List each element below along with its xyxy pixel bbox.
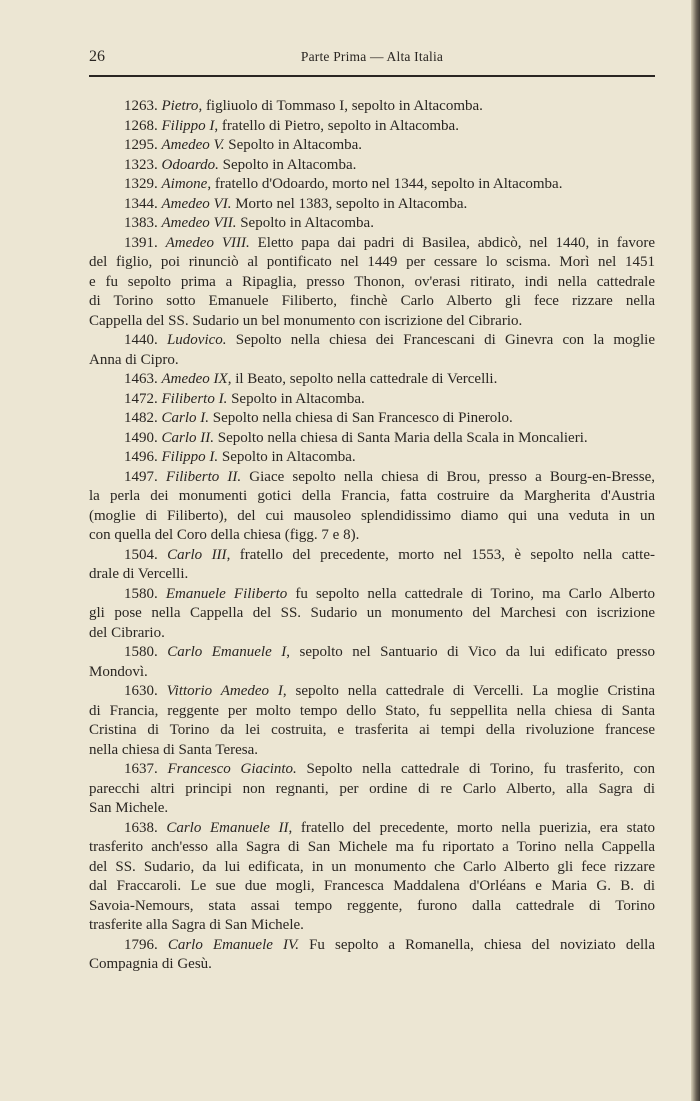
entry — [89, 643, 655, 682]
entry-text: gli pose nella Cappella del SS. Sudario un monumento del Marchesi con iscrizione — [89, 605, 655, 621]
entry — [89, 136, 655, 156]
entry-text: Sepolto in Altacomba. — [218, 156, 357, 173]
entry-text: del Cibrario. — [89, 624, 165, 641]
entry-line — [89, 897, 655, 917]
entry-text: , figliuolo di Tommaso I, sepolto in Altacomba. — [198, 98, 483, 114]
entry — [89, 682, 655, 760]
entry — [89, 585, 655, 644]
entry-line — [89, 877, 655, 897]
entry-text: Eletto papa dai padri di Basilea, abdicò, nel 1440, in favore — [249, 234, 656, 251]
entry-text: , fratello di Pietro, sepolto in Altacomba. — [214, 117, 459, 134]
entry-year: 1295. — [124, 137, 158, 153]
entry-line — [89, 760, 655, 780]
entry-text: Sepolto nella chiesa di Santa Maria della Scala in Moncalieri. — [214, 429, 588, 446]
entry-line — [89, 604, 655, 624]
entry-year: 1504. — [124, 546, 158, 563]
entry-name: Francesco Giacinto. — [167, 761, 297, 777]
entry-text: Sepolto nella cattedrale di Torino, fu trasferito, con — [296, 761, 656, 777]
entry-line — [89, 448, 655, 468]
page-number: 26 — [89, 48, 105, 65]
entry — [89, 448, 655, 468]
entry-line — [89, 409, 655, 429]
entry — [89, 468, 655, 546]
header-rule — [89, 75, 655, 77]
entry — [89, 760, 655, 819]
entry-name: Filiberto II. — [165, 468, 242, 485]
entry-name: Aimone — [161, 176, 208, 192]
entry-line — [89, 136, 655, 156]
entry — [89, 195, 655, 215]
running-title: Parte Prima — Alta Italia — [300, 49, 444, 64]
entry-text: , fratello del precedente, morto nel 1553, è sepolto nella catte- — [226, 546, 656, 563]
entry-text: San Michele. — [89, 800, 169, 816]
entry — [89, 429, 655, 449]
entry-text: Savoia-Nemours, stata assai tempo reggente, furono dalla cattedrale di Torino — [89, 897, 655, 914]
entry-line — [89, 214, 655, 234]
entry-line — [89, 312, 655, 332]
entry-line — [89, 487, 655, 507]
entry-text: fu sepolto nella cattedrale di Torino, ma Carlo Alberto — [287, 585, 655, 602]
entry-text: Fu sepolto a Romanella, chiesa del noviziato della — [298, 936, 655, 953]
entry-line — [89, 702, 655, 722]
entry-text: , il Beato, sepolto nella cattedrale di Vercelli. — [227, 371, 498, 387]
entry-line — [89, 117, 655, 137]
entry-name: Carlo III — [167, 546, 227, 563]
entry-line — [89, 526, 655, 546]
entry-year: 1580. — [124, 644, 158, 660]
entry-text: (moglie di Filiberto), del cui mausoleo splendidissimo diamo qui una veduta in un — [89, 507, 655, 524]
entry-year: 1440. — [124, 332, 158, 348]
entry-year: 1472. — [124, 390, 158, 407]
entry-name: Carlo Emanuele IV. — [167, 936, 299, 953]
entry-text: Sepolto nella chiesa di San Francesco di Pinerolo. — [209, 410, 513, 426]
entry-name: Emanuele Filiberto — [165, 585, 288, 602]
entry-name: Amedeo IX — [161, 371, 228, 387]
entry-line — [89, 799, 655, 819]
entry-line — [89, 682, 655, 702]
entry-year: 1496. — [124, 449, 158, 465]
entry-text: Giace sepolto nella chiesa di Brou, presso a Bourg-en-Bresse, — [241, 468, 655, 485]
entry — [89, 936, 655, 975]
entry-year: 1383. — [124, 215, 158, 231]
entry-text: , fratello del precedente, morto nella puerizia, era stato — [288, 819, 656, 836]
entry-line — [89, 273, 655, 293]
entry-name: Amedeo VI. — [161, 195, 232, 212]
entry-text: Morto nel 1383, sepolto in Altacomba. — [231, 195, 468, 212]
entry-text: , fratello d'Odoardo, morto nel 1344, sepolto in Altacomba. — [207, 176, 563, 192]
entry-year: 1323. — [124, 156, 158, 173]
entry-text: la perla dei monumenti gotici della Francia, fatta costruire da Margherita d'Austria — [89, 488, 655, 504]
entry — [89, 156, 655, 176]
entry-year: 1344. — [124, 195, 158, 212]
entry-line — [89, 955, 655, 975]
entry-text: Cristina di Torino da lei costruita, e trasferita ai tempi della rivoluzione francese — [89, 722, 655, 738]
entry-text: Sepolto in Altacomba. — [218, 449, 356, 465]
entry-line — [89, 838, 655, 858]
entry — [89, 819, 655, 936]
entry-text: con quella del Coro della chiesa (figg. 7 e 8). — [89, 527, 360, 543]
entry-line — [89, 370, 655, 390]
entry-line — [89, 916, 655, 936]
entry-text: di Torino sotto Emanuele Filiberto, finchè Carlo Alberto gli fece rizzare nella — [89, 293, 655, 309]
entry-year: 1497. — [124, 468, 158, 485]
entry-line — [89, 351, 655, 371]
entry-name: Pietro — [161, 98, 199, 114]
entry-line — [89, 253, 655, 273]
entry-name: Amedeo VII. — [161, 215, 237, 231]
entry-name: Amedeo V. — [161, 137, 225, 153]
entry-text: Anna di Cipro. — [89, 351, 179, 368]
entry-line — [89, 234, 655, 254]
entry-name: Carlo II. — [161, 429, 214, 446]
entry-name: Odoardo. — [161, 156, 219, 173]
entry-line — [89, 195, 655, 215]
entry-name: Amedeo VIII. — [165, 234, 250, 251]
entry-text: Compagnia di Gesù. — [89, 956, 212, 972]
entry — [89, 117, 655, 137]
entry-text: dal Fraccaroli. Le sue due mogli, Francesca Maddalena d'Orléans e Maria G. B. di — [89, 878, 655, 894]
entry — [89, 370, 655, 390]
entry-text: Sepolto in Altacomba. — [227, 390, 365, 407]
entry-text: del SS. Sudario, da lui edificata, in un monumento che Carlo Alberto gli fece rizzare — [89, 858, 655, 875]
entry — [89, 331, 655, 370]
entry-year: 1268. — [124, 117, 158, 134]
entry-line — [89, 292, 655, 312]
entry — [89, 214, 655, 234]
entry-name: Vittorio Amedeo I — [166, 683, 283, 699]
entry-line — [89, 468, 655, 488]
entry-year: 1796. — [124, 936, 158, 953]
entry-line — [89, 97, 655, 117]
entry-name: Filippo I — [161, 117, 215, 134]
entry-line — [89, 721, 655, 741]
entry-text: trasferito anch'esso alla Sagra di San Michele ma fu riportato a Torino nella Cappella — [89, 839, 655, 855]
entry-text: Cappella del SS. Sudario un bel monumento con iscrizione del Cibrario. — [89, 312, 523, 329]
entry-line — [89, 507, 655, 527]
entry-line — [89, 546, 655, 566]
entry-line — [89, 429, 655, 449]
entry-year: 1263. — [124, 98, 158, 114]
entry-name: Carlo Emanuele I — [167, 644, 287, 660]
entry-year: 1638. — [124, 819, 158, 836]
entry-line — [89, 156, 655, 176]
entry-year: 1490. — [124, 429, 158, 446]
entry-text: Sepolto in Altacomba. — [224, 137, 363, 153]
entry-text: drale di Vercelli. — [89, 566, 189, 582]
entry-text: Sepolto in Altacomba. — [236, 215, 374, 231]
entry — [89, 546, 655, 585]
entry-text: di Francia, reggente per molto tempo dello Stato, fu seppellita nella chiesa di Santa — [89, 702, 655, 719]
book-binding-edge — [691, 0, 700, 1101]
entry-name: Filippo I. — [161, 449, 219, 465]
entry — [89, 234, 655, 332]
entry-line — [89, 175, 655, 195]
entry-year: 1580. — [124, 585, 158, 602]
entry-year: 1630. — [124, 683, 158, 699]
entry — [89, 175, 655, 195]
entry-text: trasferite alla Sagra di San Michele. — [89, 917, 304, 933]
entry-text: Mondovì. — [89, 663, 148, 680]
entry-line — [89, 780, 655, 800]
entry-line — [89, 663, 655, 683]
entry — [89, 390, 655, 410]
entry — [89, 409, 655, 429]
entry-text: Sepolto nella chiesa dei Francescani di Ginevra con la moglie — [226, 332, 656, 348]
page-body — [89, 97, 655, 975]
entry-year: 1482. — [124, 410, 158, 426]
entry-line — [89, 331, 655, 351]
entry-line — [89, 819, 655, 839]
entry-name: Ludovico. — [166, 332, 227, 348]
entry-year: 1637. — [124, 761, 158, 777]
entry-line — [89, 624, 655, 644]
entry-line — [89, 390, 655, 410]
entry-year: 1329. — [124, 176, 158, 192]
entry-line — [89, 585, 655, 605]
entry-text: parecchi altri principi non regnanti, per ordine di re Carlo Alberto, alla Sagra di — [89, 780, 655, 797]
entry-text: , sepolto nella cattedrale di Vercelli. La moglie Cristina — [282, 683, 655, 699]
entry-line — [89, 741, 655, 761]
entry-line — [89, 936, 655, 956]
entry-name: Carlo I. — [161, 410, 210, 426]
entry-line — [89, 565, 655, 585]
entry-line — [89, 858, 655, 878]
entry-text: del figlio, poi rinunciò al pontificato nel 1449 per cessare lo scisma. Morì nel 1451 — [89, 254, 655, 270]
entry-name: Carlo Emanuele II — [166, 819, 289, 836]
entry-year: 1391. — [124, 234, 158, 251]
entry-text: nella chiesa di Santa Teresa. — [89, 741, 259, 758]
entry-text: , sepolto nel Santuario di Vico da lui edificato presso — [286, 644, 656, 660]
entry-year: 1463. — [124, 371, 158, 387]
entry-name: Filiberto I. — [161, 390, 228, 407]
entry-line — [89, 643, 655, 663]
entry-text: e fu sepolto prima a Ripaglia, presso Thonon, ov'erasi ritirato, indi nella cattedrale — [89, 273, 655, 290]
entry — [89, 97, 655, 117]
